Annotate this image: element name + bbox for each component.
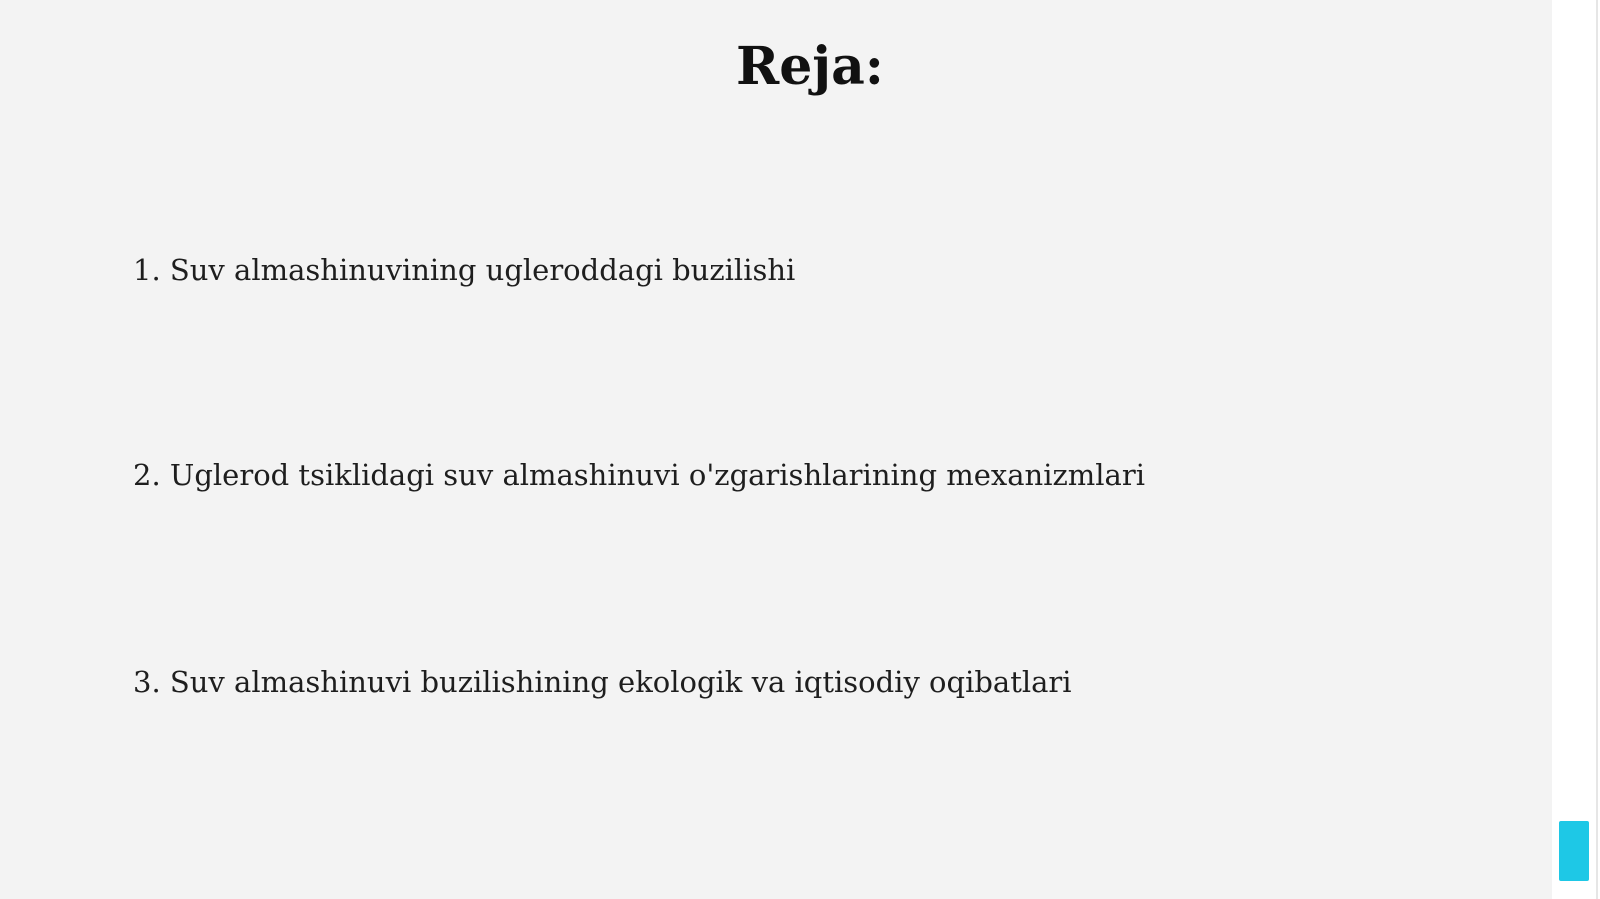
right-panel: [1552, 0, 1600, 899]
edge-divider: [1596, 0, 1598, 899]
slide-title: Reja:: [735, 36, 884, 97]
plan-item: 2. Uglerod tsiklidagi suv almashinuvi o'zgarishlarining mexanizmlari: [133, 458, 1145, 492]
scroll-thumb[interactable]: [1559, 821, 1589, 881]
plan-item: 1. Suv almashinuvining ugleroddagi buzilishi: [133, 253, 796, 287]
plan-item: 3. Suv almashinuvi buzilishining ekologik va iqtisodiy oqibatlari: [133, 665, 1072, 699]
